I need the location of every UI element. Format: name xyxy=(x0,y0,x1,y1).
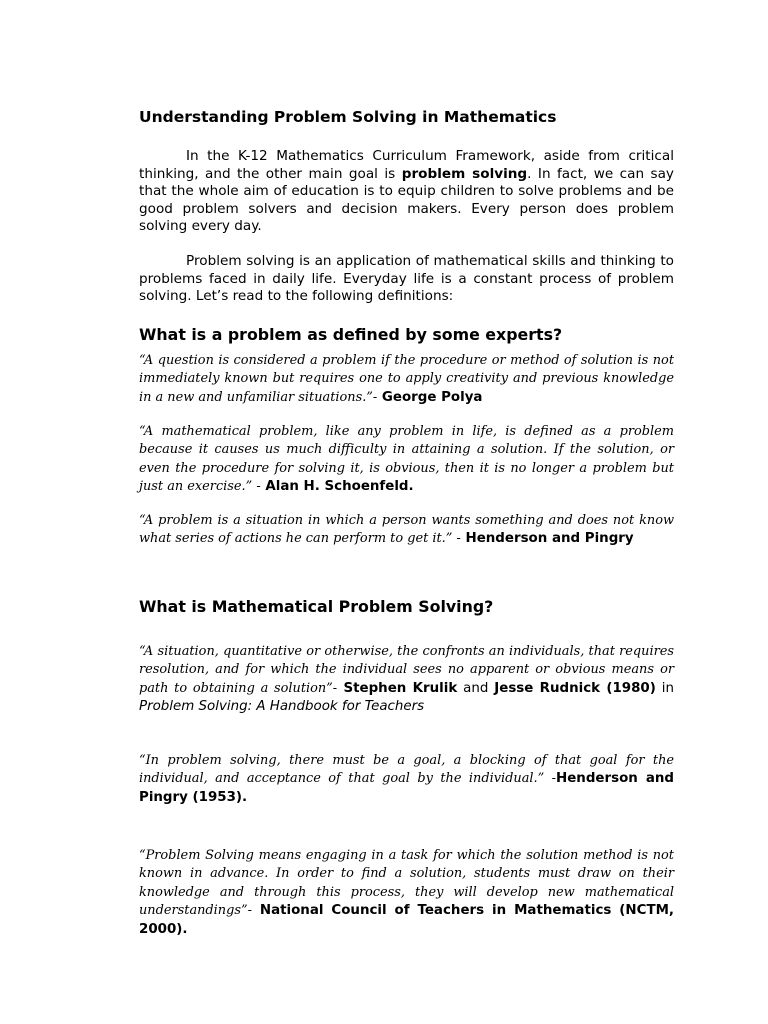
intro-p1-text-b: . In fact, we can say that the whole aim of education is to equip children to solve problems and be good problem solvers and decision makers. Every person does problem solving every day. xyxy=(139,165,674,234)
section-heading-problem-solving: What is Mathematical Problem Solving? xyxy=(139,597,494,616)
quote-krulik-book-title: Problem Solving: A Handbook for Teachers xyxy=(139,699,425,715)
quote-henderson-pingry-1 xyxy=(139,512,674,549)
quote-henderson-pingry-2-text: “In problem solving, there must be a goal, a blocking of that goal for the individual, and acceptance of that goal by the individual.” - xyxy=(139,753,674,787)
quote-krulik-rudnick xyxy=(139,643,674,717)
quote-schoenfeld-source: Alan H. Schoenfeld. xyxy=(260,479,414,495)
quote-polya xyxy=(139,352,674,407)
quote-polya-source: George Polya xyxy=(377,389,483,405)
intro-paragraph-1 xyxy=(139,148,674,236)
intro-p1-bold: problem solving xyxy=(401,165,528,182)
quote-henderson-pingry-1-source: Henderson and Pingry xyxy=(460,531,634,547)
quote-krulik-and: and xyxy=(457,680,495,696)
intro-p1-text-a: In the K-12 Mathematics Curriculum Framework, aside from critical thinking, and the other main goal is xyxy=(139,148,674,182)
quote-henderson-pingry-2-source: Henderson and Pingry (1953). xyxy=(139,771,674,805)
quote-krulik-in: in xyxy=(655,680,674,696)
quote-krulik-source: Stephen Krulik xyxy=(337,680,458,696)
quote-nctm xyxy=(139,847,674,939)
quote-nctm-source: National Council of Teachers in Mathematics (NCTM, 2000). xyxy=(139,903,674,937)
quote-nctm-text: “Problem Solving means engaging in a task for which the solution method is not known in advance. In order to find a solution, students must draw on their knowledge and through this process, they will develop new mathematical understandings”- xyxy=(139,848,674,919)
quote-rudnick-source: Jesse Rudnick (1980) xyxy=(494,680,656,696)
quote-polya-text: “A question is considered a problem if the procedure or method of solution is not immediately known but requires one to apply creativity and previous knowledge in a new and unfamiliar situations.”- xyxy=(139,353,674,405)
quote-krulik-text: “A situation, quantitative or otherwise, the confronts an individuals, that requires resolution, and for which the individual sees no apparent or obvious means or path to obtaining a solution”- xyxy=(139,644,674,696)
intro-paragraph-2: Problem solving is an application of mathematical skills and thinking to problems faced in daily life. Everyday life is a constant process of problem solving. Let’s read to the following definitions: xyxy=(139,253,674,304)
quote-henderson-pingry-2 xyxy=(139,752,674,807)
quote-henderson-pingry-1-text: “A problem is a situation in which a person wants something and does not know what series of actions he can perform to get it.” - xyxy=(139,513,674,547)
quote-schoenfeld xyxy=(139,423,674,497)
quote-schoenfeld-text: “A mathematical problem, like any problem in life, is defined as a problem because it causes us much difficulty in attaining a solution. If the solution, or even the procedure for solving it, is obvious, then it is no longer a problem but just an exercise.” - xyxy=(139,424,674,495)
section-heading-experts: What is a problem as defined by some experts? xyxy=(139,325,563,344)
document-title: Understanding Problem Solving in Mathematics xyxy=(139,108,557,126)
